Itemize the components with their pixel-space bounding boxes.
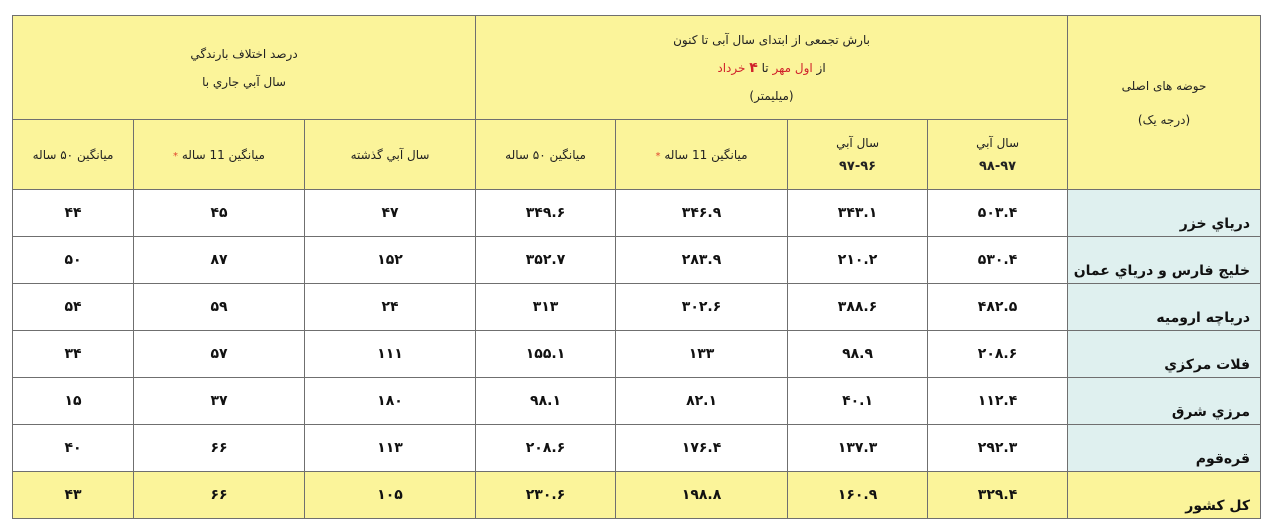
table-row [13,331,1261,378]
col-diff-avg-50: ميانگين ۵۰ ساله [13,120,134,190]
total-value: ۳۲۹.۴ [928,472,1068,519]
cell-value: ۸۲.۱ [616,378,788,425]
cell-value: ۹۸.۹ [788,331,928,378]
rainfall-table [12,15,1261,519]
cell-value: ۶۶ [134,425,305,472]
cell-value: ۴۸۲.۵ [928,284,1068,331]
table-row [13,378,1261,425]
cell-value: ۴۰.۱ [788,378,928,425]
table-row [13,425,1261,472]
cell-value: ۳۱۳ [476,284,616,331]
cell-value: ۳۰۲.۶ [616,284,788,331]
cell-value: ۳۷ [134,378,305,425]
cumulative-rain-header [476,16,1068,120]
total-label: كل كشور [1068,472,1261,519]
cell-value: ۴۰ [13,425,134,472]
cell-value: ۲۴ [305,284,476,331]
col-last-year: سال آبي گذشته [305,120,476,190]
period-from: از [816,60,826,75]
asterisk-icon: * [173,150,178,162]
total-value: ۱۹۸.۸ [616,472,788,519]
cell-value: ۵۰۳.۴ [928,190,1068,237]
cell-value: ۵۴ [13,284,134,331]
basin-name: فلات مركزي [1068,331,1261,378]
cell-value: ۱۵ [13,378,134,425]
col-wy2-label: سال آبي [836,135,879,150]
cell-value: ۱۳۷.۳ [788,425,928,472]
header-row-top [13,16,1261,120]
period-end-month: خرداد [717,60,746,75]
basins-title: حوضه های اصلی [1121,78,1207,93]
cell-value: ۳۸۸.۶ [788,284,928,331]
cell-value: ۵۳۰.۴ [928,237,1068,284]
total-value: ۲۳۰.۶ [476,472,616,519]
cell-value: ۲۸۳.۹ [616,237,788,284]
col-avg-11-label: ميانگين 11 ساله [664,147,748,162]
basin-name: مرزي شرق [1068,378,1261,425]
basins-header [1068,16,1261,190]
col-avg-50: ميانگين ۵۰ ساله [476,120,616,190]
cell-value: ۱۱۱ [305,331,476,378]
basin-name: درياي خزر [1068,190,1261,237]
basin-name: درياچه اروميه [1068,284,1261,331]
basin-name: قره‌قوم [1068,425,1261,472]
total-value: ۶۶ [134,472,305,519]
col-avg-11 [616,120,788,190]
cell-value: ۲۰۸.۶ [476,425,616,472]
period-to: تا [761,60,769,75]
total-value: ۴۳ [13,472,134,519]
cell-value: ۲۹۲.۳ [928,425,1068,472]
cell-value: ۳۴۳.۱ [788,190,928,237]
cumulative-period [476,54,1067,82]
cell-value: ۱۵۵.۱ [476,331,616,378]
cell-value: ۳۴۹.۶ [476,190,616,237]
table-row [13,190,1261,237]
cell-value: ۱۱۲.۴ [928,378,1068,425]
cell-value: ۱۸۰ [305,378,476,425]
col-wy2-year: ۹۷-۹۶ [838,158,877,174]
cell-value: ۵۰ [13,237,134,284]
cell-value: ۳۴ [13,331,134,378]
cell-value: ۳۵۲.۷ [476,237,616,284]
cell-value: ۹۸.۱ [476,378,616,425]
cell-value: ۴۴ [13,190,134,237]
table-row [13,237,1261,284]
total-value: ۱۰۵ [305,472,476,519]
col-diff-avg-11-label: ميانگين 11 ساله [181,147,265,162]
total-value: ۱۶۰.۹ [788,472,928,519]
table-row [13,284,1261,331]
cell-value: ۸۷ [134,237,305,284]
col-water-year-current [928,120,1068,190]
cell-value: ۱۵۲ [305,237,476,284]
col-water-year-previous [788,120,928,190]
cumulative-unit: (میلیمتر) [749,88,794,103]
cell-value: ۵۷ [134,331,305,378]
basin-name: خليج فارس و درياي عمان [1068,237,1261,284]
cell-value: ۴۷ [305,190,476,237]
cell-value: ۱۳۳ [616,331,788,378]
cell-value: ۱۷۶.۴ [616,425,788,472]
cell-value: ۲۰۸.۶ [928,331,1068,378]
cell-value: ۴۵ [134,190,305,237]
period-start: اول مهر [772,60,813,75]
col-wy1-year: ۹۸-۹۷ [978,158,1017,174]
basins-subtitle: (درجه یک) [1137,112,1191,127]
cell-value: ۲۱۰.۲ [788,237,928,284]
difference-title: درصد اختلاف بارندگي [190,46,298,61]
difference-header [13,16,476,120]
col-wy1-label: سال آبي [976,135,1019,150]
cell-value: ۱۱۳ [305,425,476,472]
asterisk-icon: * [655,150,661,162]
cell-value: ۳۴۶.۹ [616,190,788,237]
col-diff-avg-11 [134,120,305,190]
total-row [13,472,1261,519]
difference-subtitle: سال آبي جاري با [202,74,286,89]
cell-value: ۵۹ [134,284,305,331]
cumulative-title: بارش تجمعی از ابتدای سال آبی تا کنون [673,32,870,47]
period-end-day: ۴ [749,59,758,76]
